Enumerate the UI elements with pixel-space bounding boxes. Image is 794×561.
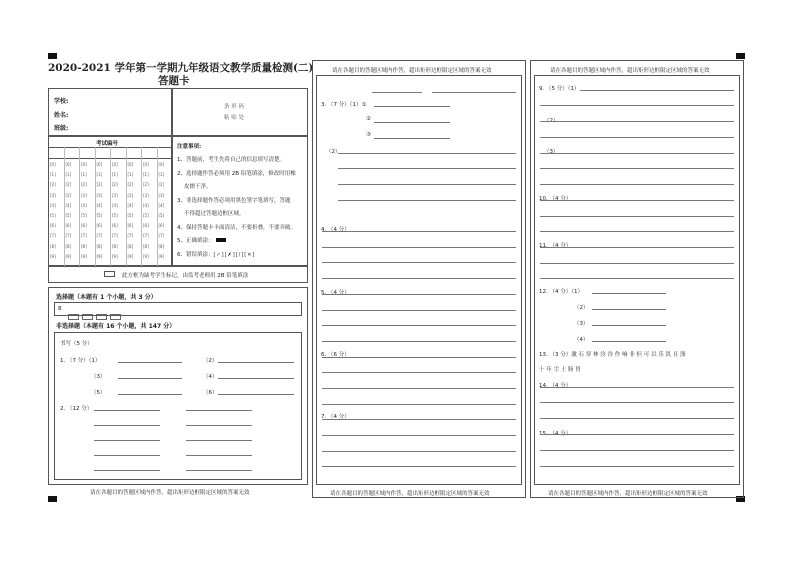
q1-6-label: （6） — [203, 390, 218, 396]
exam-digit-bubble[interactable]: [0] — [81, 162, 87, 167]
exam-digit-bubble[interactable]: [7] — [81, 233, 87, 239]
answer-line[interactable] — [322, 419, 516, 420]
q13-text-a: 13. （3 分）激 石 穿 林 泠 泠 作 响 非 但 可 以 乐 饥 且 涤 — [539, 352, 686, 358]
notice-item: 皮擦干净。 — [184, 184, 212, 190]
exam-digit-bubble[interactable]: [7] — [158, 233, 165, 239]
barcode-area — [172, 88, 308, 136]
q9-label: 9. （5 分）（1） — [539, 86, 580, 92]
exam-digit-bubble[interactable]: [9] — [96, 253, 103, 259]
answer-line[interactable] — [322, 404, 516, 405]
answer-line[interactable] — [322, 451, 516, 452]
exam-digit-bubble[interactable]: [7] — [96, 233, 103, 239]
exam-digit-bubble[interactable]: [0] — [127, 162, 134, 167]
exam-digit-bubble[interactable]: [6] — [50, 223, 56, 229]
bottom-warning: 请在各题目的答题区域内作答，超出矩形边框限定区域的答案无效 — [90, 490, 250, 496]
answer-line[interactable] — [540, 184, 734, 185]
answer-line[interactable] — [218, 362, 294, 363]
option-d[interactable] — [110, 314, 121, 320]
bottom-warning: 请在各题目的答题区域内作答，超出矩形边框限定区域的答案无效 — [330, 491, 490, 497]
q9-3-label: （3） — [544, 149, 559, 155]
barcode-label-2: 粘 贴 处 — [224, 115, 244, 121]
exam-digit-bubble[interactable]: [8] — [65, 243, 72, 249]
answer-line[interactable] — [94, 455, 160, 456]
answer-line[interactable] — [186, 410, 252, 411]
exam-digit-bubble[interactable]: [5] — [96, 213, 103, 218]
exam-digit-bubble[interactable]: [2] — [112, 182, 118, 188]
answer-line[interactable] — [592, 293, 666, 294]
answer-line[interactable] — [540, 466, 734, 467]
answer-line[interactable] — [540, 434, 734, 435]
answer-line[interactable] — [432, 92, 516, 93]
exam-digit-bubble[interactable]: [2] — [50, 182, 56, 188]
q3-3-label: ③ — [366, 132, 371, 138]
answer-line[interactable] — [322, 294, 516, 295]
answer-line[interactable] — [322, 262, 516, 263]
grid-column-divider — [157, 147, 158, 266]
exam-digit-bubble[interactable]: [2] — [143, 182, 149, 188]
school-label: 学校: — [54, 98, 69, 105]
exam-number-title: 考试编号 — [96, 141, 119, 147]
exam-digit-bubble[interactable]: [8] — [143, 243, 149, 249]
choice-title: 选择题（本题有 1 个小题，共 3 分） — [56, 294, 157, 301]
notice-item: 2、选择题作答必须用 2B 铅笔填涂，修改时用橡 — [177, 170, 296, 177]
notice-item: 5、正确填涂： — [177, 235, 296, 249]
exam-digit-bubble[interactable]: [6] — [112, 223, 118, 229]
exam-digit-bubble[interactable]: [5] — [127, 213, 134, 218]
exam-digit-bubble[interactable]: [9] — [112, 253, 118, 259]
exam-digit-bubble[interactable]: [3] — [143, 192, 149, 198]
barcode-label-1: 条 形 码 — [224, 104, 244, 110]
grid-column-divider — [141, 147, 142, 266]
exam-digit-bubble[interactable]: [0] — [96, 162, 103, 167]
exam-digit-bubble[interactable]: [4] — [65, 202, 72, 208]
answer-line[interactable] — [540, 402, 734, 403]
answer-line[interactable] — [580, 90, 734, 91]
option-c[interactable] — [96, 314, 107, 320]
answer-line[interactable] — [540, 387, 734, 388]
q1-2-label: （2） — [203, 358, 218, 364]
exam-digit-bubble[interactable]: [2] — [127, 182, 134, 188]
q1-3-label: （3） — [91, 374, 106, 380]
exam-digit-bubble[interactable]: [1] — [143, 172, 149, 178]
grid-column-divider — [64, 147, 65, 266]
exam-digit-bubble[interactable]: [7] — [127, 233, 134, 239]
answer-line[interactable] — [218, 394, 294, 395]
exam-digit-bubble[interactable]: [8] — [81, 243, 87, 249]
wrong-fill-sample: [✓][✗][/][✕] — [213, 251, 256, 258]
exam-digit-bubble[interactable]: [4] — [50, 202, 56, 208]
notice-item: 4、保持答题卡卡面清洁，不要折叠，不要弄破。 — [177, 224, 297, 231]
answer-line[interactable] — [540, 450, 734, 451]
exam-digit-bubble[interactable]: [7] — [50, 233, 56, 239]
notice-item: 不得超过答题边框区域。 — [184, 211, 245, 217]
q15-label: 15. （4 分） — [539, 431, 572, 437]
exam-digit-bubble[interactable]: [1] — [96, 172, 103, 178]
grid-column-divider — [110, 147, 111, 266]
exam-digit-bubble[interactable]: [3] — [65, 192, 72, 198]
bottom-warning: 请在各题目的答题区域内作答，超出矩形边框限定区域的答案无效 — [548, 491, 708, 497]
exam-digit-bubble[interactable]: [3] — [112, 192, 118, 198]
answer-line[interactable] — [372, 92, 422, 93]
exam-digit-bubble[interactable]: [6] — [81, 223, 87, 229]
answer-line[interactable] — [94, 410, 160, 411]
exam-digit-bubble[interactable]: [1] — [50, 172, 56, 178]
exam-digit-bubble[interactable]: [8] — [50, 243, 56, 249]
exam-digit-bubble[interactable]: [3] — [81, 192, 87, 198]
answer-line[interactable] — [322, 357, 516, 358]
correct-fill-sample — [216, 238, 226, 242]
exam-digit-bubble[interactable]: [7] — [143, 233, 149, 239]
absent-checkbox[interactable] — [104, 271, 115, 277]
exam-digit-bubble[interactable]: [8] — [96, 243, 103, 249]
answer-line[interactable] — [186, 470, 252, 471]
answer-line[interactable] — [322, 310, 516, 311]
answer-line[interactable] — [540, 168, 734, 169]
class-label: 班级: — [54, 125, 69, 132]
answer-line[interactable] — [540, 263, 734, 264]
answer-line[interactable] — [94, 425, 160, 426]
answer-line[interactable] — [338, 168, 516, 169]
exam-digit-bubble[interactable]: [5] — [143, 213, 149, 218]
answer-line[interactable] — [540, 216, 734, 217]
q12-4-label: （4） — [574, 337, 589, 343]
q12-label: 12. （4 分）（1） — [539, 289, 583, 295]
exam-digit-bubble[interactable]: [0] — [143, 162, 149, 167]
notice-item: 1、答题前，考生先将自己的信息填写清楚。 — [177, 157, 286, 163]
answer-line[interactable] — [94, 440, 160, 441]
exam-digit-bubble[interactable]: [3] — [158, 192, 165, 198]
exam-digit-bubble[interactable]: [8] — [158, 243, 165, 249]
exam-digit-bubble[interactable]: [5] — [81, 213, 87, 218]
exam-digit-bubble[interactable]: [5] — [112, 213, 118, 218]
answer-line[interactable] — [322, 388, 516, 389]
q1-5-label: （5） — [91, 390, 106, 396]
corner-mark — [48, 496, 57, 502]
exam-digit-bubble[interactable]: [9] — [127, 253, 134, 259]
notice-item: 6、错误填涂：[✓][✗][/][✕] — [177, 251, 256, 258]
answer-line[interactable] — [540, 105, 734, 106]
exam-digit-bubble[interactable]: [2] — [81, 182, 87, 188]
exam-digit-bubble[interactable]: [0] — [112, 162, 118, 167]
q9-2-label: （2） — [544, 118, 559, 124]
answer-line[interactable] — [540, 200, 734, 201]
exam-digit-bubble[interactable]: [4] — [143, 202, 149, 208]
answer-line[interactable] — [322, 247, 516, 248]
page-title: 2020-2021 学年第一学期九年级语文教学质量检测(二) — [48, 62, 314, 74]
exam-digit-bubble[interactable]: [5] — [158, 213, 165, 218]
exam-digit-bubble[interactable]: [1] — [81, 172, 87, 178]
exam-digit-bubble[interactable]: [4] — [81, 202, 87, 208]
exam-digit-bubble[interactable]: [2] — [65, 182, 72, 188]
exam-digit-bubble[interactable]: [9] — [158, 253, 165, 259]
answer-line[interactable] — [118, 362, 182, 363]
option-b[interactable] — [82, 314, 93, 320]
exam-digit-bubble[interactable]: [0] — [158, 162, 165, 167]
q1-4-label: （4） — [203, 374, 218, 380]
exam-digit-bubble[interactable]: [9] — [81, 253, 87, 259]
answer-line[interactable] — [540, 121, 734, 122]
answer-line[interactable] — [338, 184, 516, 185]
answer-line[interactable] — [374, 122, 450, 123]
name-label: 姓名: — [54, 112, 69, 119]
answer-line[interactable] — [338, 153, 516, 154]
exam-digit-bubble[interactable]: [9] — [143, 253, 149, 259]
exam-digit-bubble[interactable]: [3] — [96, 192, 103, 198]
answer-line[interactable] — [118, 378, 182, 379]
column-2-answer-area — [316, 75, 522, 485]
q3-p2-label: （2） — [326, 149, 341, 155]
answer-line[interactable] — [118, 394, 182, 395]
q3-label: 3. （7 分）（1）① — [321, 102, 367, 108]
exam-digit-bubble[interactable]: [6] — [158, 223, 165, 229]
top-warning: 请在各题目的答题区域内作答，超出矩形边框限定区域的答案无效 — [332, 68, 492, 74]
answer-line[interactable] — [338, 200, 516, 201]
answer-line[interactable] — [592, 309, 666, 310]
answer-line[interactable] — [540, 137, 734, 138]
exam-digit-bubble[interactable]: [7] — [112, 233, 118, 239]
exam-digit-bubble[interactable]: [8] — [112, 243, 118, 249]
answer-line[interactable] — [540, 418, 734, 419]
exam-digit-bubble[interactable]: [1] — [127, 172, 134, 178]
grid-column-divider — [79, 147, 80, 266]
exam-digit-bubble[interactable]: [6] — [127, 223, 134, 229]
exam-digit-bubble[interactable]: [1] — [65, 172, 72, 178]
q3-2-label: ② — [366, 116, 371, 122]
exam-digit-bubble[interactable]: [4] — [127, 202, 134, 208]
answer-line[interactable] — [540, 278, 734, 279]
answer-line[interactable] — [186, 455, 252, 456]
q12-3-label: （3） — [574, 321, 589, 327]
answer-line[interactable] — [374, 106, 450, 107]
exam-digit-bubble[interactable]: [4] — [112, 202, 118, 208]
answer-line[interactable] — [540, 153, 734, 154]
exam-digit-bubble[interactable]: [1] — [158, 172, 165, 178]
answer-line[interactable] — [592, 325, 666, 326]
notice-item: 3、非选择题作答必须用黑色签字笔填写，答题 — [177, 197, 291, 204]
grid-column-divider — [95, 147, 96, 266]
answer-line[interactable] — [94, 470, 160, 471]
writing-label: 书写（5 分） — [60, 341, 93, 347]
absent-note: 此方框为缺考学生标记，由监考老师用 2B 铅笔填涂 — [122, 273, 249, 279]
q1-label: 1. （7 分）（1） — [60, 358, 101, 364]
q6-label: 6. （6 分） — [321, 352, 350, 358]
answer-line[interactable] — [218, 378, 294, 379]
corner-mark — [48, 53, 57, 59]
exam-digit-bubble[interactable]: [5] — [65, 213, 72, 218]
exam-digit-bubble[interactable]: [6] — [96, 223, 103, 229]
exam-digit-bubble[interactable]: [8] — [127, 243, 134, 249]
exam-digit-bubble[interactable]: [2] — [158, 182, 165, 188]
grid-column-divider — [126, 147, 127, 266]
answer-line[interactable] — [186, 440, 252, 441]
exam-digit-bubble[interactable]: [6] — [143, 223, 149, 229]
answer-line[interactable] — [322, 435, 516, 436]
q2-label: 2. （12 分） — [60, 406, 93, 412]
exam-digit-bubble[interactable]: [3] — [50, 192, 56, 198]
exam-digit-bubble[interactable]: [0] — [50, 162, 56, 167]
choice-qnum: 8 — [58, 306, 62, 312]
q11-label: 11. （4 分） — [539, 243, 572, 249]
answer-line[interactable] — [322, 325, 516, 326]
exam-digit-bubble[interactable]: [9] — [65, 253, 72, 259]
q14-label: 14. （4 分） — [539, 383, 572, 389]
top-warning: 请在各题目的答题区域内作答，超出矩形边框限定区域的答案无效 — [550, 68, 710, 74]
exam-digit-bubble[interactable]: [2] — [96, 182, 103, 188]
notice-title: 注意事项: — [177, 144, 202, 150]
exam-digit-bubble[interactable]: [6] — [65, 223, 72, 229]
answer-line[interactable] — [322, 278, 516, 279]
q7-label: 7. （4 分） — [321, 414, 350, 420]
exam-digit-bubble[interactable]: [4] — [158, 202, 165, 208]
answer-line[interactable] — [592, 341, 666, 342]
exam-digit-bubble[interactable]: [3] — [127, 192, 134, 198]
answer-line[interactable] — [322, 341, 516, 342]
exam-digit-bubble[interactable]: [0] — [65, 162, 72, 167]
exam-digit-bubble[interactable]: [4] — [96, 202, 103, 208]
answer-line[interactable] — [186, 425, 252, 426]
answer-line[interactable] — [540, 231, 734, 232]
answer-line[interactable] — [540, 247, 734, 248]
q10-label: 10. （4 分） — [539, 196, 572, 202]
answer-line[interactable] — [322, 231, 516, 232]
answer-line[interactable] — [322, 466, 516, 467]
exam-digit-bubble[interactable]: [9] — [50, 253, 56, 259]
q4-label: 4. （4 分） — [321, 227, 350, 233]
q12-2-label: （2） — [574, 305, 589, 311]
q5-label: 5. （4 分） — [321, 290, 350, 296]
corner-mark — [736, 53, 745, 59]
nonchoice-title: 非选择题（本题有 16 个小题，共 147 分） — [56, 323, 176, 330]
exam-digit-bubble[interactable]: [7] — [65, 233, 72, 239]
answer-line[interactable] — [322, 372, 516, 373]
option-a[interactable] — [68, 314, 79, 320]
q13-text-b: 十 年 尘 土 肠 胃 — [539, 367, 581, 373]
exam-digit-bubble[interactable]: [5] — [50, 213, 56, 218]
notice-list — [177, 154, 296, 262]
answer-line[interactable] — [374, 138, 450, 139]
exam-digit-bubble[interactable]: [1] — [112, 172, 118, 178]
page-subtitle: 答题卡 — [158, 75, 190, 87]
